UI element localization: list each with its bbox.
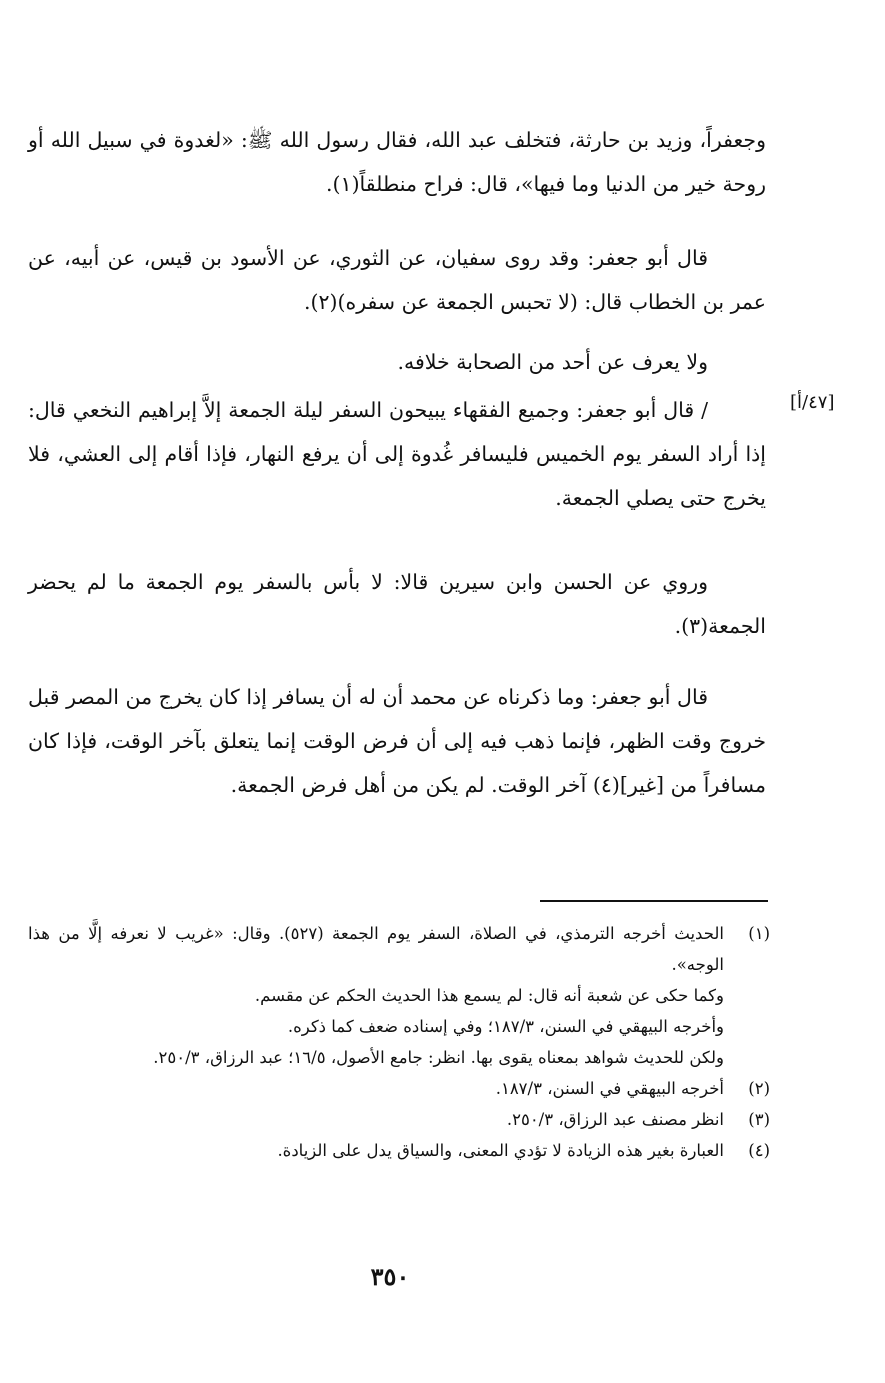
paragraph-text: قال أبو جعفر: وقد روى سفيان، عن الثوري، عن الأسود بن قيس، عن أبيه، عن عمر بن الخطاب قال: (لا تحبس الجمعة عن سفره)(٢). <box>28 246 766 314</box>
footnote-separator <box>540 900 768 902</box>
footnote-number: (٢) <box>748 1079 770 1098</box>
paragraph-1 <box>28 118 766 206</box>
footnote-line: وأخرجه البيهقي في السنن، ١٨٧/٣؛ وفي إسناده ضعف كما ذكره. <box>287 1017 724 1036</box>
paragraph-text: ولا يعرف عن أحد من الصحابة خلافه. <box>397 350 708 374</box>
footnote-line: الحديث أخرجه الترمذي، في الصلاة، السفر يوم الجمعة (٥٢٧). وقال: «غريب لا نعرفه إلَّا من هذا الوجه». <box>28 924 724 974</box>
paragraph-text: وجعفراً، وزيد بن حارثة، فتخلف عبد الله، فقال رسول الله ﷺ: «لغدوة في سبيل الله أو روحة خير من الدنيا وما فيها»، قال: فراح منطلقاً(١). <box>28 128 766 196</box>
paragraph-text: قال أبو جعفر: وما ذكرناه عن محمد أن له أن يسافر إذا كان يخرج من المصر قبل خروج وقت الظهر، فإنما ذهب فيه إلى أن فرض الوقت إنما يتعلق بآخر الوقت، فإذا كان مسافراً من [غير](٤) آخر الوقت. لم يكن من أهل فرض الجمعة. <box>28 685 766 797</box>
paragraph-3 <box>28 340 766 384</box>
footnotes <box>28 918 770 1166</box>
footnote-line: وكما حكى عن شعبة أنه قال: لم يسمع هذا الحديث الحكم عن مقسم. <box>254 986 724 1005</box>
manuscript-folio-marker: [٤٧/أ] <box>790 392 835 413</box>
footnote-number: (١) <box>748 924 770 943</box>
footnote-body <box>28 1135 724 1166</box>
footnote-body <box>28 1104 724 1135</box>
paragraph-2 <box>28 236 766 324</box>
footnote-number: (٤) <box>748 1141 770 1160</box>
footnote-line: العبارة بغير هذه الزيادة لا تؤدي المعنى، والسياق يدل على الزيادة. <box>277 1141 724 1160</box>
footnote-2 <box>28 1073 770 1104</box>
footnote-3 <box>28 1104 770 1135</box>
paragraph-5 <box>28 560 766 648</box>
footnote-line: أخرجه البيهقي في السنن، ١٨٧/٣. <box>495 1079 724 1098</box>
footnote-number: (٣) <box>748 1110 770 1129</box>
footnote-line: ولكن للحديث شواهد بمعناه يقوى بها. انظر: جامع الأصول، ١٦/٥؛ عبد الرزاق، ٢٥٠/٣. <box>153 1048 724 1067</box>
footnote-body <box>28 918 724 1073</box>
footnote-body <box>28 1073 724 1104</box>
footnote-1 <box>28 918 770 1073</box>
paragraph-text: وروي عن الحسن وابن سيرين قالا: لا بأس بالسفر يوم الجمعة ما لم يحضر الجمعة(٣). <box>28 570 766 638</box>
paragraph-4 <box>28 388 766 520</box>
footnote-4 <box>28 1135 770 1166</box>
paragraph-6 <box>28 675 766 807</box>
footnote-line: انظر مصنف عبد الرزاق، ٢٥٠/٣. <box>506 1110 724 1129</box>
page-number: ٣٥٠ <box>370 1262 410 1291</box>
paragraph-text: / قال أبو جعفر: وجميع الفقهاء يبيحون السفر ليلة الجمعة إلاَّ إبراهيم النخعي قال: إذا أراد السفر يوم الخميس فليسافر غُدوة إلى أن يرفع النهار، فإذا أقام إلى العشي، فلا يخرج حتى يصلي الجمعة. <box>28 398 766 510</box>
